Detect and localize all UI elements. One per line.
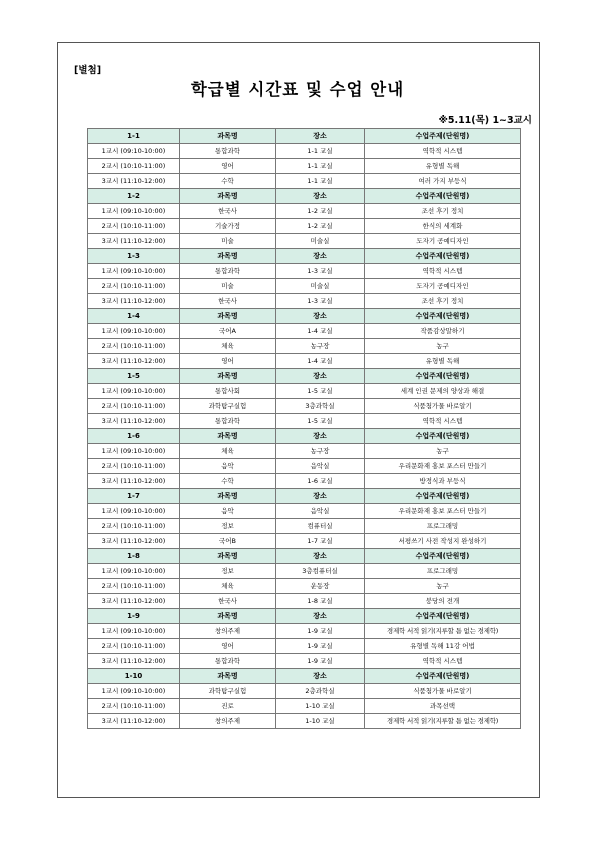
subject-cell: 한국사 — [180, 204, 276, 219]
topic-cell: 유형별 독해 — [365, 159, 521, 174]
room-column-header: 장소 — [276, 549, 365, 564]
table-row — [88, 579, 521, 594]
period-cell: 2교시 (10:10-11:00) — [88, 399, 180, 414]
room-cell: 1-9 교실 — [276, 624, 365, 639]
topic-cell: 붕당의 전개 — [365, 594, 521, 609]
table-row — [88, 399, 521, 414]
table-row — [88, 714, 521, 729]
topic-cell: 농구 — [365, 339, 521, 354]
subject-cell: 창의주제 — [180, 624, 276, 639]
table-row — [88, 699, 521, 714]
table-row — [88, 264, 521, 279]
period-cell: 1교시 (09:10-10:00) — [88, 564, 180, 579]
subject-cell: 음악 — [180, 459, 276, 474]
period-cell: 2교시 (10:10-11:00) — [88, 279, 180, 294]
table-row — [88, 639, 521, 654]
subject-column-header: 과목명 — [180, 129, 276, 144]
topic-column-header: 수업주제(단원명) — [365, 369, 521, 384]
topic-column-header: 수업주제(단원명) — [365, 549, 521, 564]
topic-column-header: 수업주제(단원명) — [365, 429, 521, 444]
topic-column-header: 수업주제(단원명) — [365, 249, 521, 264]
period-cell: 1교시 (09:10-10:00) — [88, 444, 180, 459]
room-column-header: 장소 — [276, 369, 365, 384]
room-cell: 3층컴퓨터실 — [276, 564, 365, 579]
room-column-header: 장소 — [276, 189, 365, 204]
room-cell: 1-4 교실 — [276, 354, 365, 369]
table-row — [88, 459, 521, 474]
period-cell: 2교시 (10:10-11:00) — [88, 219, 180, 234]
subject-cell: 한국사 — [180, 294, 276, 309]
subject-cell: 국어A — [180, 324, 276, 339]
subject-cell: 체육 — [180, 339, 276, 354]
class-header-row — [88, 609, 521, 624]
room-cell: 1-3 교실 — [276, 264, 365, 279]
table-row — [88, 234, 521, 249]
topic-cell: 식품첨가물 바로알기 — [365, 399, 521, 414]
topic-column-header: 수업주제(단원명) — [365, 129, 521, 144]
room-cell: 1-4 교실 — [276, 324, 365, 339]
class-name: 1-9 — [88, 609, 180, 624]
period-cell: 1교시 (09:10-10:00) — [88, 624, 180, 639]
room-cell: 1-7 교실 — [276, 534, 365, 549]
period-cell: 1교시 (09:10-10:00) — [88, 504, 180, 519]
class-header-row — [88, 249, 521, 264]
table-row — [88, 654, 521, 669]
table-row — [88, 384, 521, 399]
class-header-row — [88, 669, 521, 684]
table-row — [88, 354, 521, 369]
subject-cell: 음악 — [180, 504, 276, 519]
table-row — [88, 294, 521, 309]
table-row — [88, 414, 521, 429]
room-cell: 3층과학실 — [276, 399, 365, 414]
period-cell: 2교시 (10:10-11:00) — [88, 159, 180, 174]
topic-cell: 도자기 공예디자인 — [365, 234, 521, 249]
room-column-header: 장소 — [276, 489, 365, 504]
room-cell: 컴퓨터실 — [276, 519, 365, 534]
table-row — [88, 339, 521, 354]
topic-cell: 도자기 공예디자인 — [365, 279, 521, 294]
period-cell: 3교시 (11:10-12:00) — [88, 414, 180, 429]
subject-cell: 통합사회 — [180, 384, 276, 399]
room-cell: 1-1 교실 — [276, 144, 365, 159]
subject-cell: 체육 — [180, 444, 276, 459]
subject-cell: 통합과학 — [180, 414, 276, 429]
timetable — [87, 128, 521, 729]
date-label: ※5.11(목) 1~3교시 — [438, 115, 532, 126]
table-row — [88, 144, 521, 159]
topic-cell: 역학적 시스템 — [365, 144, 521, 159]
room-cell: 음악실 — [276, 504, 365, 519]
room-cell: 1-6 교실 — [276, 474, 365, 489]
table-row — [88, 174, 521, 189]
attachment-label: [별첨] — [74, 65, 102, 76]
topic-cell: 역학적 시스템 — [365, 654, 521, 669]
topic-cell: 조선 후기 정치 — [365, 204, 521, 219]
topic-cell: 조선 후기 정치 — [365, 294, 521, 309]
topic-cell: 한식의 세계화 — [365, 219, 521, 234]
table-row — [88, 624, 521, 639]
period-cell: 2교시 (10:10-11:00) — [88, 579, 180, 594]
subject-cell: 수학 — [180, 174, 276, 189]
period-cell: 3교시 (11:10-12:00) — [88, 474, 180, 489]
subject-column-header: 과목명 — [180, 549, 276, 564]
period-cell: 2교시 (10:10-11:00) — [88, 699, 180, 714]
topic-column-header: 수업주제(단원명) — [365, 669, 521, 684]
topic-column-header: 수업주제(단원명) — [365, 309, 521, 324]
subject-column-header: 과목명 — [180, 249, 276, 264]
page-title: 학급별 시간표 및 수업 안내 — [190, 80, 405, 99]
room-cell: 1-10 교실 — [276, 714, 365, 729]
room-column-header: 장소 — [276, 309, 365, 324]
period-cell: 1교시 (09:10-10:00) — [88, 684, 180, 699]
subject-cell: 과학탐구실험 — [180, 684, 276, 699]
period-cell: 3교시 (11:10-12:00) — [88, 294, 180, 309]
subject-column-header: 과목명 — [180, 309, 276, 324]
topic-cell: 우리문화재 홍보 포스터 만들기 — [365, 504, 521, 519]
table-row — [88, 159, 521, 174]
topic-cell: 우리문화재 홍보 포스터 만들기 — [365, 459, 521, 474]
class-header-row — [88, 429, 521, 444]
room-cell: 1-2 교실 — [276, 204, 365, 219]
room-cell: 미술실 — [276, 234, 365, 249]
class-name: 1-10 — [88, 669, 180, 684]
subject-cell: 한국사 — [180, 594, 276, 609]
topic-column-header: 수업주제(단원명) — [365, 609, 521, 624]
topic-column-header: 수업주제(단원명) — [365, 489, 521, 504]
period-cell: 1교시 (09:10-10:00) — [88, 264, 180, 279]
subject-cell: 영어 — [180, 159, 276, 174]
room-cell: 1-5 교실 — [276, 384, 365, 399]
room-column-header: 장소 — [276, 129, 365, 144]
topic-cell: 프로그래밍 — [365, 519, 521, 534]
subject-column-header: 과목명 — [180, 369, 276, 384]
table-row — [88, 564, 521, 579]
class-name: 1-5 — [88, 369, 180, 384]
class-header-row — [88, 129, 521, 144]
subject-cell: 국어B — [180, 534, 276, 549]
room-cell: 1-9 교실 — [276, 639, 365, 654]
subject-cell: 영어 — [180, 639, 276, 654]
subject-cell: 창의주제 — [180, 714, 276, 729]
subject-column-header: 과목명 — [180, 429, 276, 444]
period-cell: 3교시 (11:10-12:00) — [88, 234, 180, 249]
class-name: 1-1 — [88, 129, 180, 144]
room-cell: 1-2 교실 — [276, 219, 365, 234]
topic-cell: 경제학 서적 읽기(지루할 틈 없는 경제학) — [365, 714, 521, 729]
topic-cell: 농구 — [365, 444, 521, 459]
period-cell: 1교시 (09:10-10:00) — [88, 324, 180, 339]
subject-cell: 통합과학 — [180, 654, 276, 669]
table-row — [88, 594, 521, 609]
topic-cell: 경제학 서적 읽기(지루할 틈 없는 경제학) — [365, 624, 521, 639]
subject-cell: 수학 — [180, 474, 276, 489]
table-row — [88, 684, 521, 699]
room-cell: 농구장 — [276, 444, 365, 459]
room-cell: 1-10 교실 — [276, 699, 365, 714]
table-row — [88, 444, 521, 459]
table-row — [88, 474, 521, 489]
topic-cell: 유형별 독해 11강 어법 — [365, 639, 521, 654]
room-cell: 운동장 — [276, 579, 365, 594]
period-cell: 3교시 (11:10-12:00) — [88, 534, 180, 549]
subject-column-header: 과목명 — [180, 489, 276, 504]
topic-cell: 방정식과 부등식 — [365, 474, 521, 489]
topic-cell: 농구 — [365, 579, 521, 594]
table-row — [88, 279, 521, 294]
subject-cell: 과학탐구실험 — [180, 399, 276, 414]
room-cell: 1-1 교실 — [276, 174, 365, 189]
room-cell: 음악실 — [276, 459, 365, 474]
period-cell: 3교시 (11:10-12:00) — [88, 714, 180, 729]
table-row — [88, 519, 521, 534]
room-column-header: 장소 — [276, 669, 365, 684]
period-cell: 1교시 (09:10-10:00) — [88, 204, 180, 219]
topic-cell: 유형별 독해 — [365, 354, 521, 369]
topic-cell: 과목선택 — [365, 699, 521, 714]
room-column-header: 장소 — [276, 609, 365, 624]
class-name: 1-2 — [88, 189, 180, 204]
class-name: 1-7 — [88, 489, 180, 504]
table-row — [88, 204, 521, 219]
subject-cell: 체육 — [180, 579, 276, 594]
room-column-header: 장소 — [276, 249, 365, 264]
subject-cell: 정보 — [180, 519, 276, 534]
table-row — [88, 534, 521, 549]
period-cell: 2교시 (10:10-11:00) — [88, 459, 180, 474]
period-cell: 2교시 (10:10-11:00) — [88, 519, 180, 534]
table-row — [88, 324, 521, 339]
period-cell: 3교시 (11:10-12:00) — [88, 594, 180, 609]
class-header-row — [88, 369, 521, 384]
table-row — [88, 504, 521, 519]
subject-column-header: 과목명 — [180, 669, 276, 684]
period-cell: 3교시 (11:10-12:00) — [88, 354, 180, 369]
room-cell: 1-9 교실 — [276, 654, 365, 669]
topic-cell: 세계 인권 문제의 양상과 해결 — [365, 384, 521, 399]
period-cell: 3교시 (11:10-12:00) — [88, 654, 180, 669]
class-header-row — [88, 549, 521, 564]
room-cell: 미술실 — [276, 279, 365, 294]
table-row — [88, 219, 521, 234]
class-header-row — [88, 309, 521, 324]
topic-cell: 식품첨가물 바로알기 — [365, 684, 521, 699]
class-name: 1-4 — [88, 309, 180, 324]
class-header-row — [88, 489, 521, 504]
room-cell: 1-5 교실 — [276, 414, 365, 429]
subject-cell: 정보 — [180, 564, 276, 579]
class-name: 1-3 — [88, 249, 180, 264]
topic-cell: 역학적 시스템 — [365, 414, 521, 429]
subject-cell: 미술 — [180, 234, 276, 249]
period-cell: 3교시 (11:10-12:00) — [88, 174, 180, 189]
subject-cell: 기술가정 — [180, 219, 276, 234]
topic-cell: 서평쓰기 사전 작성지 완성하기 — [365, 534, 521, 549]
room-cell: 1-1 교실 — [276, 159, 365, 174]
period-cell: 1교시 (09:10-10:00) — [88, 384, 180, 399]
subject-cell: 통합과학 — [180, 264, 276, 279]
topic-cell: 여러 가지 부등식 — [365, 174, 521, 189]
class-name: 1-6 — [88, 429, 180, 444]
class-header-row — [88, 189, 521, 204]
topic-cell: 프로그래밍 — [365, 564, 521, 579]
period-cell: 1교시 (09:10-10:00) — [88, 144, 180, 159]
subject-cell: 영어 — [180, 354, 276, 369]
period-cell: 2교시 (10:10-11:00) — [88, 639, 180, 654]
subject-cell: 미술 — [180, 279, 276, 294]
room-cell: 농구장 — [276, 339, 365, 354]
subject-column-header: 과목명 — [180, 609, 276, 624]
subject-cell: 통합과학 — [180, 144, 276, 159]
class-name: 1-8 — [88, 549, 180, 564]
topic-column-header: 수업주제(단원명) — [365, 189, 521, 204]
room-cell: 1-8 교실 — [276, 594, 365, 609]
subject-cell: 진로 — [180, 699, 276, 714]
room-column-header: 장소 — [276, 429, 365, 444]
topic-cell: 작품감상말하기 — [365, 324, 521, 339]
room-cell: 2층과학실 — [276, 684, 365, 699]
subject-column-header: 과목명 — [180, 189, 276, 204]
room-cell: 1-3 교실 — [276, 294, 365, 309]
topic-cell: 역학적 시스템 — [365, 264, 521, 279]
period-cell: 2교시 (10:10-11:00) — [88, 339, 180, 354]
